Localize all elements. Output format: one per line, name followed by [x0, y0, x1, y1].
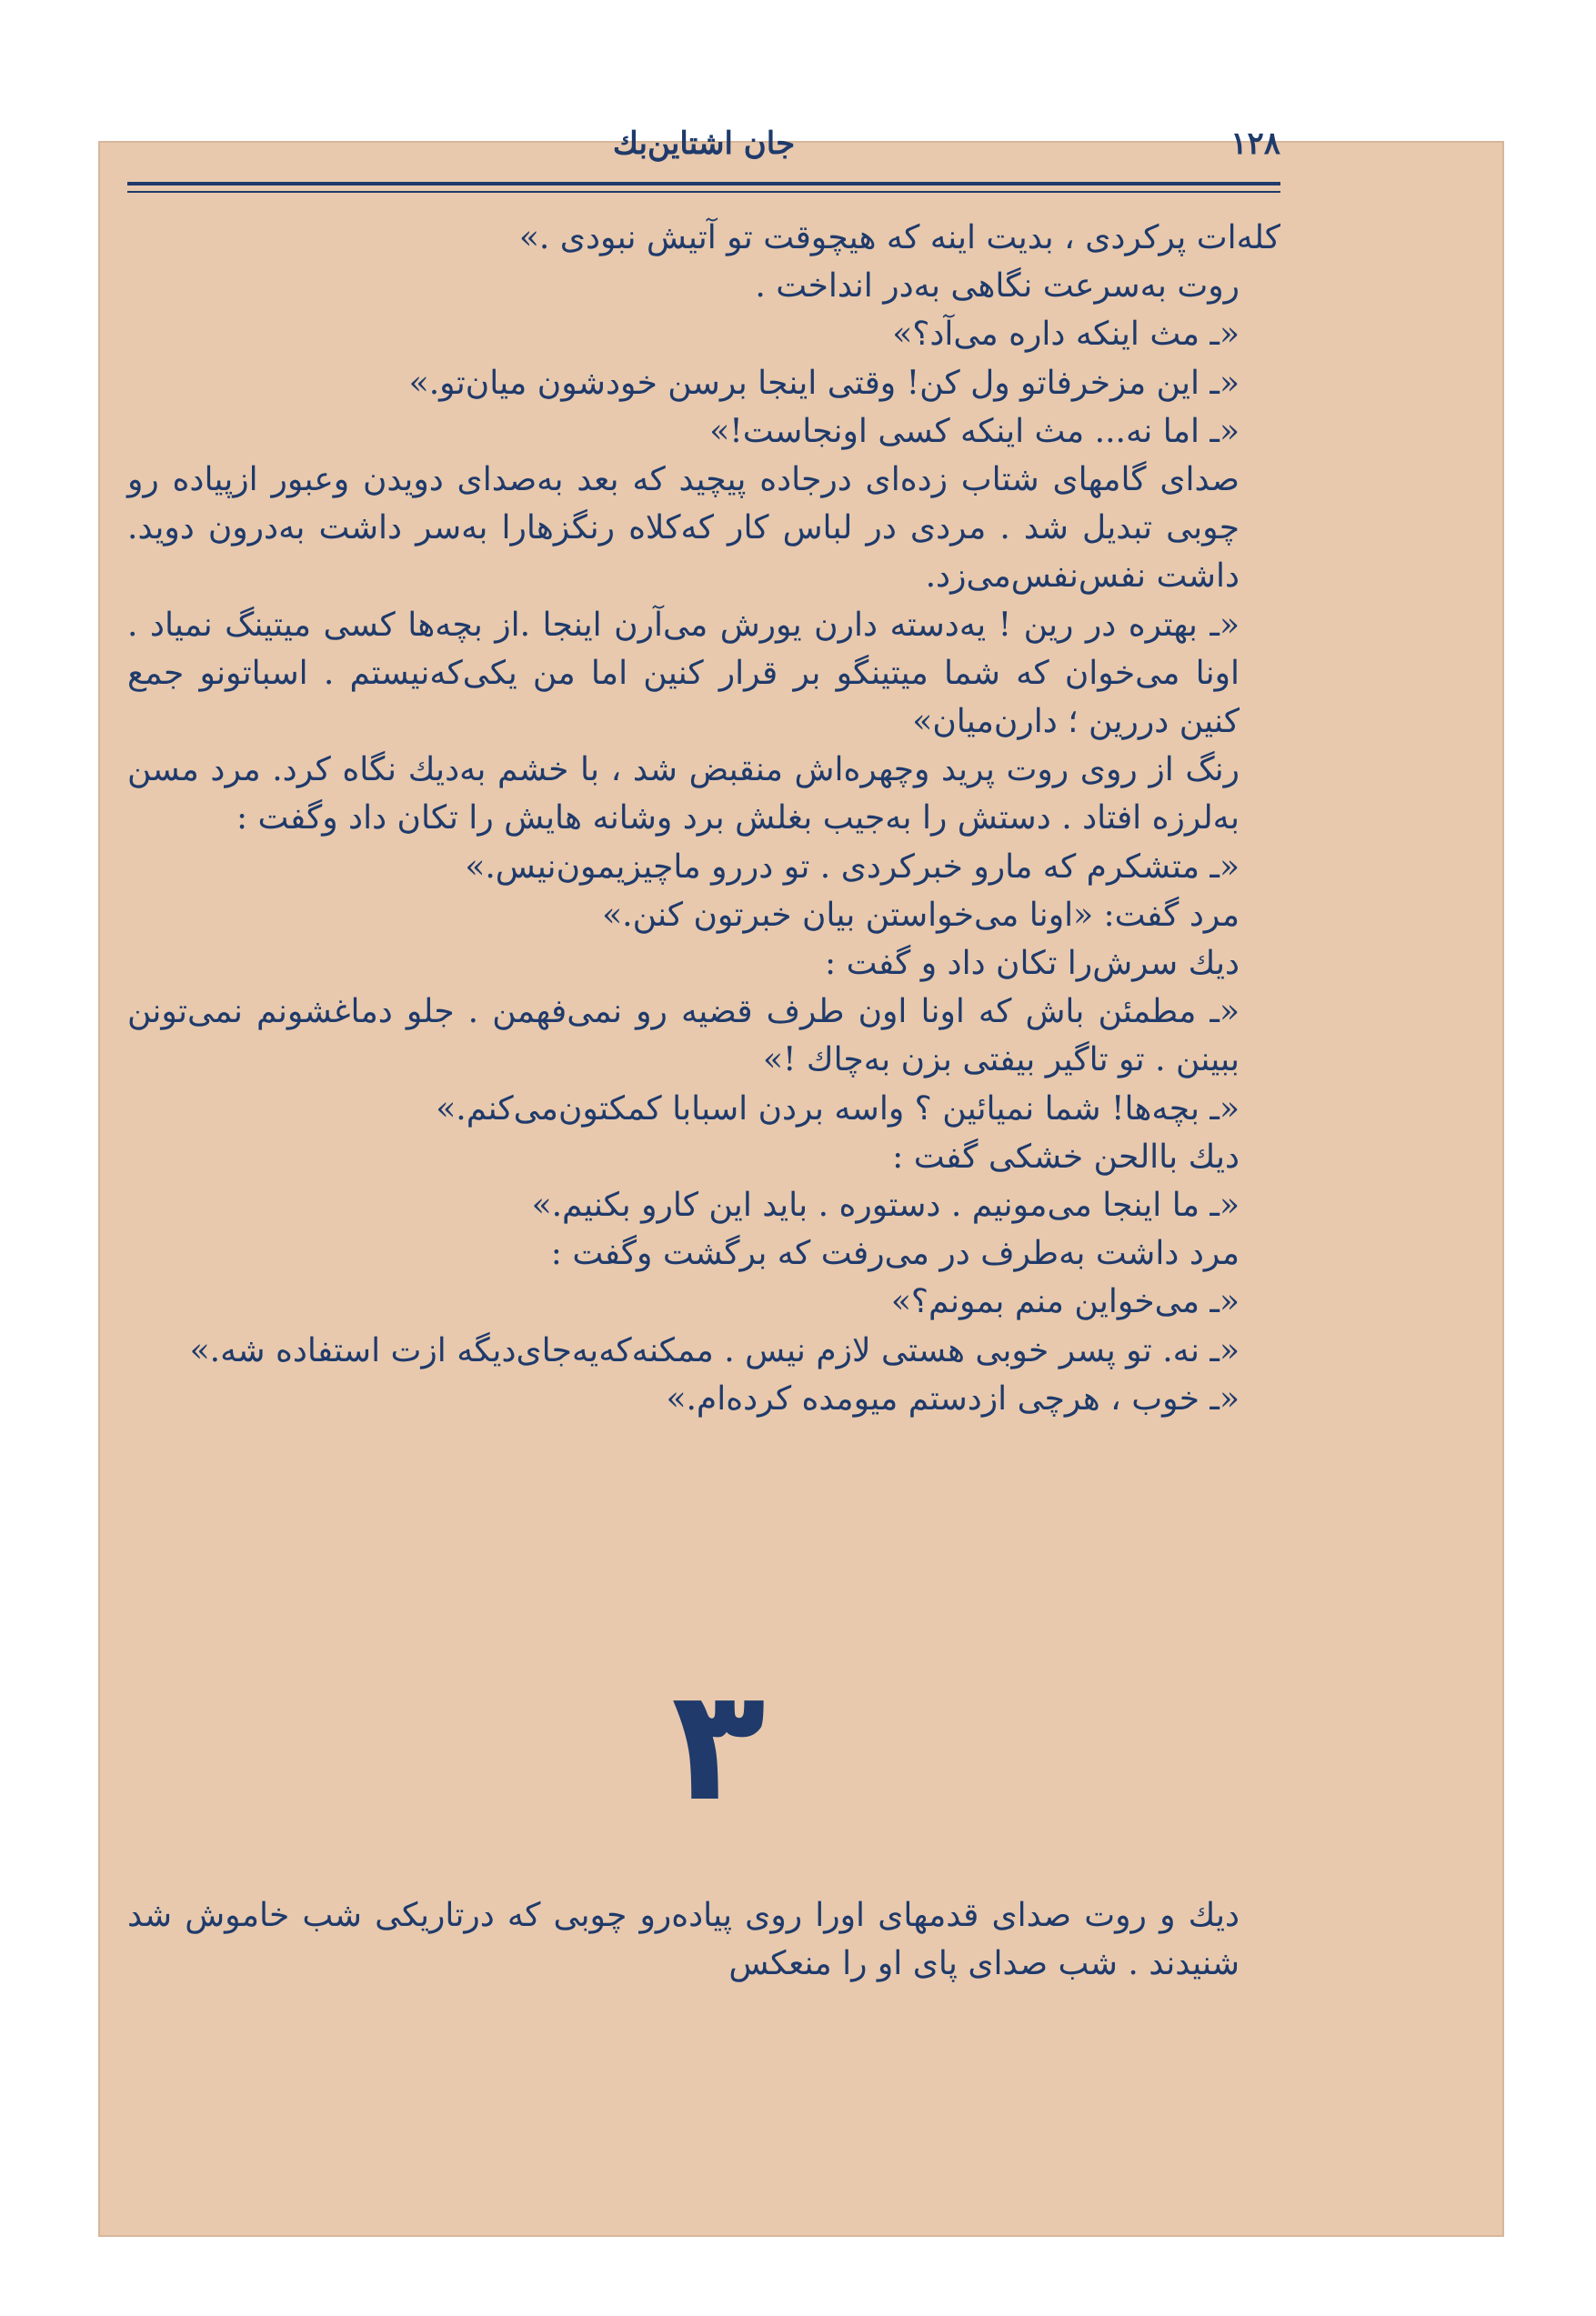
paragraph: «ـ این مزخرفاتو ول کن! وقتی اینجا برسن خودشون میان‌تو.»: [408, 364, 1240, 402]
paragraph: «ـ خوب ، هرچی ازدستم میومده کرده‌ام.»: [666, 1379, 1240, 1418]
page-number: ۱۲۸: [1230, 125, 1280, 162]
running-title: جان اشتاین‌بك: [612, 125, 796, 162]
paragraph: «ـ اما نه... مث اینکه کسی اونجاست!»: [709, 412, 1240, 450]
paragraph: رنگ از روی روت پرید وچهره‌اش منقبض شد ، با خشم به‌دیك نگاه کرد. مرد مسن به‌لرزه افتاد . دستش را به‌جیب بغلش برد وشانه هایش را تکان داد وگفت :: [127, 751, 1240, 837]
paragraph: صدای گامهای شتاب زده‌ای درجاده پیچید که بعد به‌صدای دویدن وعبور ازپیاده رو چوبی تبدیل شد . مردی در لباس کار که‌کلاه رنگزهارا به‌سر داشت به‌درون دوید. داشت نفس‌نفس‌می‌زد.: [127, 461, 1240, 596]
header-rule-thick: [127, 182, 1280, 185]
paragraph: «ـ متشکرم که مارو خبرکردی . تو دررو ماچیزیمون‌نیس.»: [465, 847, 1240, 886]
paragraph: «ـ بهتره در رین ! یه‌دسته دارن یورش می‌آرن اینجا .از بچه‌ها کسی میتینگ نمیاد . اونا می‌خوان که شما میتینگو بر قرار کنین اما من یکی‌که‌نیستم . اسباتونو جمع کنین دررین ؛ دارن‌میان»: [127, 606, 1240, 741]
paragraph: دیك و روت صدای قدمهای اورا روی پیاده‌رو چوبی که درتاریکی شب خاموش شد شنیدند . شب صدای پای او را منعکس: [127, 1897, 1240, 1983]
paragraph: مرد داشت به‌طرف در می‌رفت که برگشت وگفت :: [550, 1235, 1240, 1273]
paragraph: «ـ مث اینکه داره می‌آد؟»: [892, 316, 1240, 354]
paragraph: دیك باالحن خشکی گفت :: [892, 1138, 1240, 1176]
paragraph: «ـ مطمئن باش که اونا اون طرف قضیه رو نمی‌فهمن . جلو دماغشونم نمی‌تونن ببینن . تو تاگیر بیفتی بزن به‌چاك !»: [127, 993, 1240, 1079]
page-header: [127, 125, 1280, 162]
body-text: [127, 214, 1280, 1423]
paragraph: روت به‌سرعت نگاهی به‌در انداخت .: [755, 267, 1240, 306]
header-rule-thin: [127, 191, 1280, 193]
paragraph: مرد گفت: «اونا می‌خواستن بیان خبرتون کنن.»: [602, 896, 1240, 934]
paragraph: «ـ بچه‌ها! شما نمیائین ؟ واسه بردن اسبابا کمکتون‌می‌کنم.»: [436, 1089, 1240, 1128]
chapter-number: ۳: [671, 1656, 766, 1836]
paragraph: دیك سرش‌را تکان داد و گفت :: [825, 945, 1240, 983]
paragraph: «ـ ما اینجا می‌مونیم . دستوره . باید این کارو بکنیم.»: [531, 1187, 1240, 1225]
paragraph: «ـ می‌خواین منم بمونم؟»: [890, 1283, 1240, 1321]
paragraph: کله‌ات پرکردی ، بدیت اینه که هیچوقت تو آتیش نبودی .»: [518, 219, 1280, 256]
paragraph: «ـ نه. تو پسر خوبی هستی لازم نیس . ممکنه‌که‌یه‌جای‌دیگه ازت استفاده شه.»: [189, 1331, 1240, 1369]
chapter-opening: [127, 1891, 1280, 1988]
